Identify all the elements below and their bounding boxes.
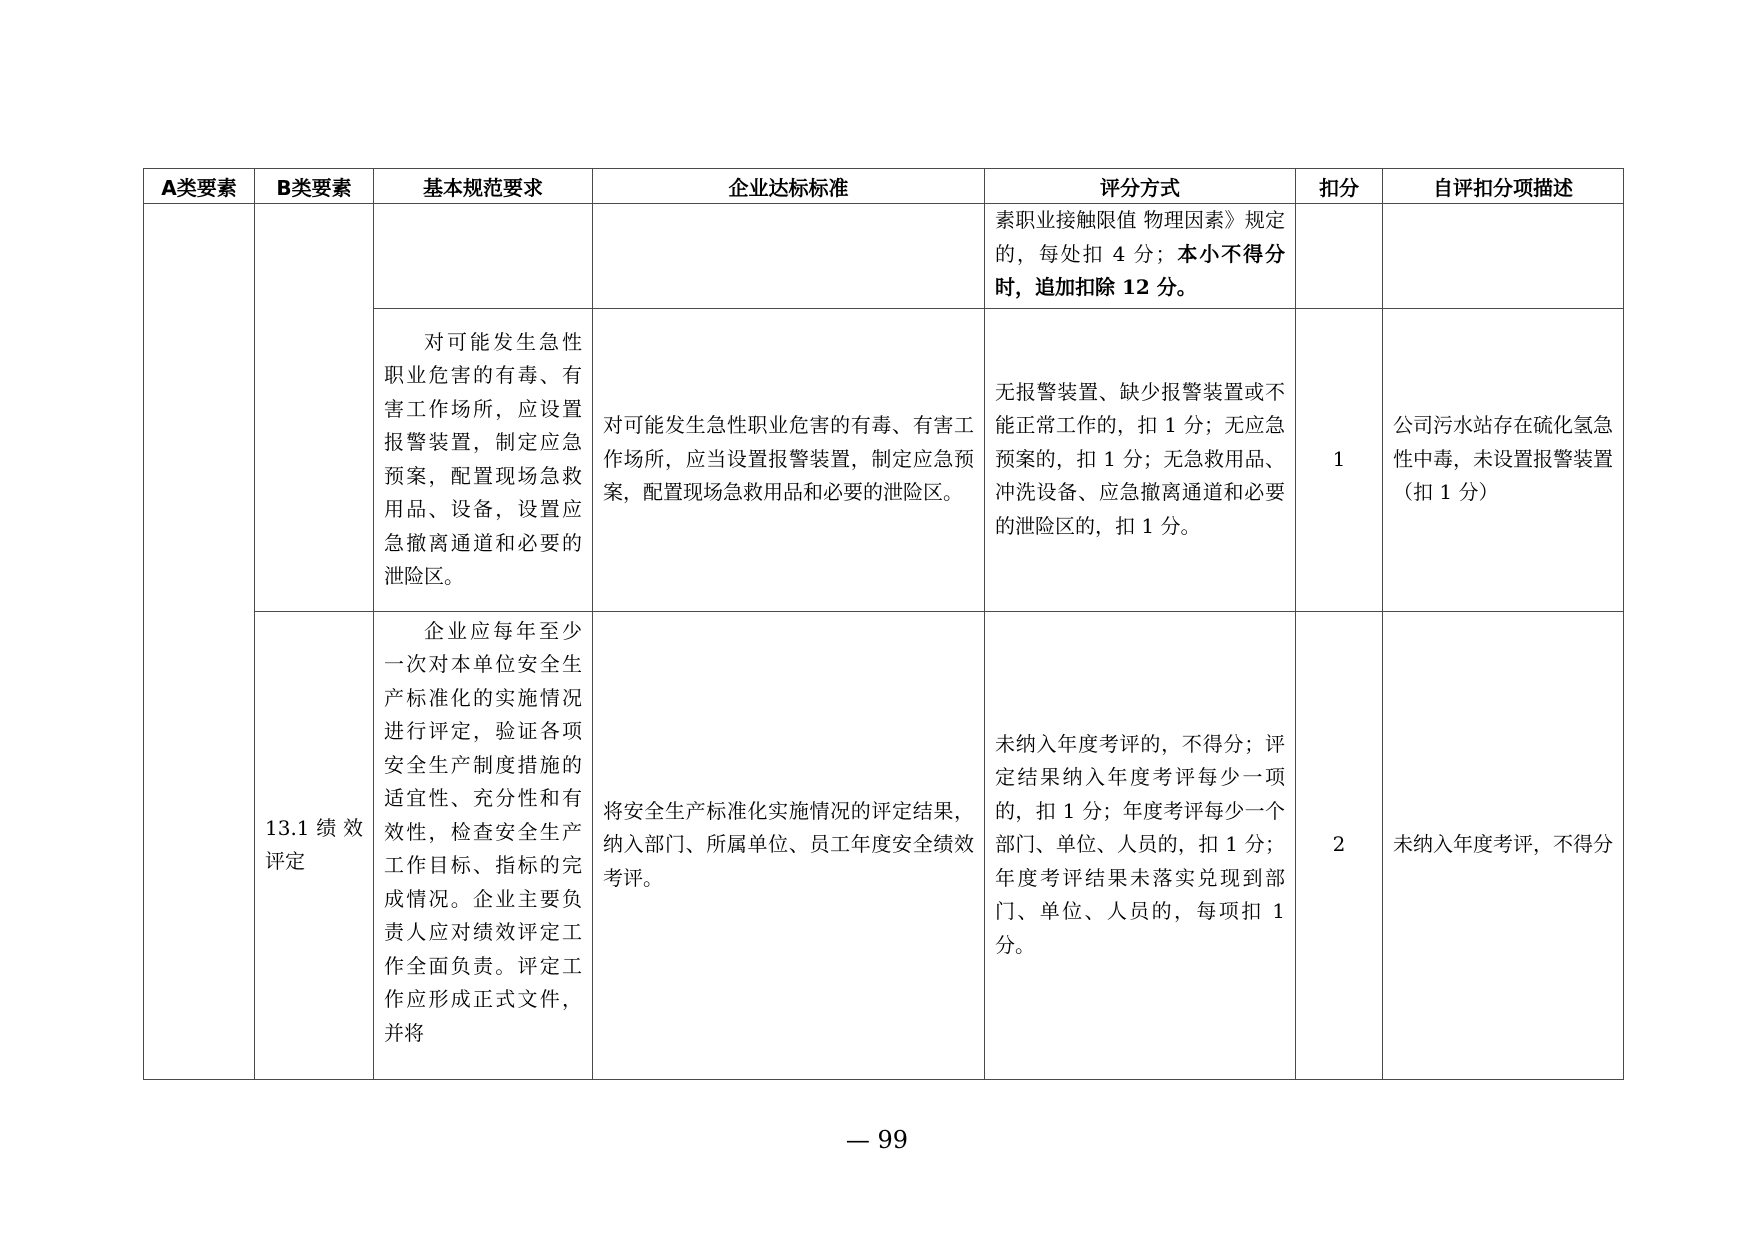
- standard-text: 对可能发生急性职业危害的有毒、有害工作场所，应当设置报警装置，制定应急预案，配置现场急救用品和必要的泄险区。: [603, 413, 974, 505]
- header-a-element: A类要素: [144, 169, 255, 204]
- deduction-value: 2: [1332, 832, 1346, 857]
- standard-text: 将安全生产标准化实施情况的评定结果，纳入部门、所属单位、员工年度安全绩效考评。: [603, 798, 974, 890]
- standards-table: [143, 168, 1624, 1080]
- scoring-penalty-text: 本小不得分时，追加扣除 12 分。: [995, 241, 1285, 299]
- header-requirement: 基本规范要求: [374, 169, 593, 204]
- scoring-cell: [985, 611, 1296, 1079]
- requirement-cell: [374, 611, 593, 1079]
- header-row: [144, 169, 1624, 204]
- b-element-text: 13.1绩效评定: [265, 815, 363, 873]
- description-cell: [1383, 308, 1624, 611]
- table-row: [144, 204, 1624, 309]
- table-row: [144, 611, 1624, 1079]
- requirement-cell: [374, 308, 593, 611]
- header-standard: 企业达标标准: [593, 169, 985, 204]
- standard-cell: [593, 611, 985, 1079]
- description-text: 公司污水站存在硫化氢急性中毒，未设置报警装置（扣 1 分）: [1393, 413, 1613, 505]
- description-cell: [1383, 204, 1624, 309]
- page-number: — 99: [845, 1126, 909, 1154]
- a-element-cell: [144, 204, 255, 1080]
- requirement-cell: [374, 204, 593, 309]
- b-element-cell: [255, 611, 374, 1079]
- standard-cell: [593, 308, 985, 611]
- scoring-text: 未纳入年度考评的，不得分；评定结果纳入年度考评每少一项的，扣 1 分；年度考评每少一个部门、单位、人员的，扣 1 分；年度考评结果未落实兑现到部门、单位、人员的，每项扣 1 分。: [995, 731, 1285, 957]
- b-element-cell: [255, 204, 374, 612]
- scoring-text: 素职业接触限值 物理因素》规定的，每处扣 4 分；: [995, 208, 1285, 266]
- description-text: 未纳入年度考评，不得分: [1393, 832, 1613, 857]
- header-description: 自评扣分项描述: [1383, 169, 1624, 204]
- deduction-cell: [1296, 204, 1383, 309]
- requirement-text: 企业应每年至少一次对本单位安全生产标准化的实施情况进行评定，验证各项安全生产制度措施的适宜性、充分性和有效性，检查安全生产工作目标、指标的完成情况。企业主要负责人应对绩效评定工作全面负责。评定工作应形成正式文件，并将: [384, 618, 582, 1045]
- header-scoring: 评分方式: [985, 169, 1296, 204]
- deduction-cell: [1296, 308, 1383, 611]
- header-b-element: B类要素: [255, 169, 374, 204]
- description-cell: [1383, 611, 1624, 1079]
- scoring-cell: [985, 204, 1296, 309]
- scoring-cell: [985, 308, 1296, 611]
- scoring-text: 无报警装置、缺少报警装置或不能正常工作的，扣 1 分；无应急预案的，扣 1 分；无急救用品、冲洗设备、应急撤离通道和必要的泄险区的，扣 1 分。: [995, 379, 1285, 538]
- deduction-cell: [1296, 611, 1383, 1079]
- header-deduction: 扣分: [1296, 169, 1383, 204]
- requirement-text: 对可能发生急性职业危害的有毒、有害工作场所，应设置报警装置，制定应急预案，配置现场急救用品、设备，设置应急撤离通道和必要的泄险区。: [384, 329, 582, 588]
- deduction-value: 1: [1332, 446, 1346, 471]
- standard-cell: [593, 204, 985, 309]
